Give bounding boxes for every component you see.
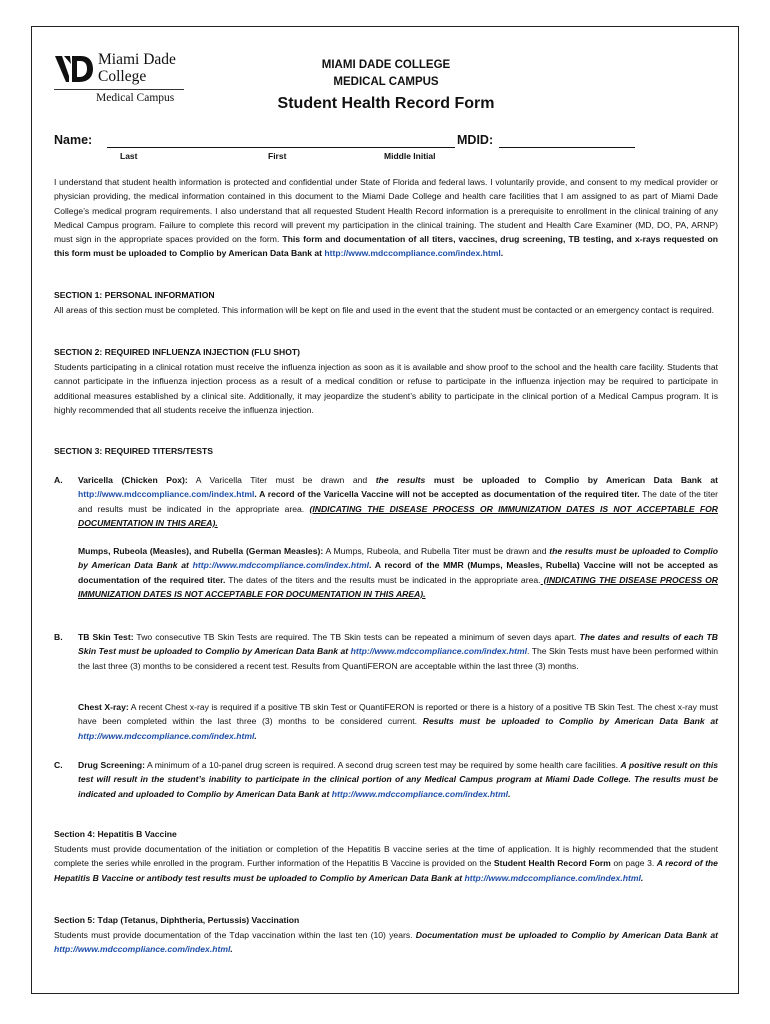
mmr-text-3: . A record of the MMR (Mumps, Measles, Rubella) Vaccine will not be accepted as documentation of the required titer.: [78, 560, 719, 585]
varicella-text-2: the results: [375, 475, 426, 485]
section1-text: All areas of this section must be completed. This information will be kept on file and used in the event that the student must be contacted or an emergency contact is required.: [54, 305, 715, 315]
chest-xray-link[interactable]: http://www.mdccompliance.com/index.html: [78, 730, 255, 741]
intro-text: I understand that student health information is protected and confidential under State of Florida and federal laws. I voluntarily provide, and consent to my medical provider or physician providing, the medical information contained in this document to the Miami Dade College and health care facilities that I am assigned to as part of Miami Dade College’s medical program requirements. I also understand that all requested Student Health Record information is a prerequisite to enrollment in the clinical training of any Medical Campus program. Failure to complete this record will prevent my participation in the clinical training. The student and Health Care Examiner (MD, DO, PA, ARNP) must sign in the appropriate spaces provided on the form.: [54, 177, 718, 245]
tb-skin-heading: TB Skin Test:: [78, 632, 134, 642]
logo-divider: [54, 89, 184, 90]
section3-title: SECTION 3: REQUIRED TITERS/TESTS: [54, 446, 214, 456]
mdid-field[interactable]: [499, 147, 635, 148]
tb-skin-link[interactable]: http://www.mdccompliance.com/index.html: [350, 646, 527, 657]
campus-heading: MEDICAL CAMPUS: [333, 76, 439, 88]
mmr-text-1: A Mumps, Rubeola, and Rubella Titer must be drawn and: [323, 546, 550, 556]
tb-skin-text-1: Two consecutive TB Skin Tests are required. The TB Skin tests can be repeated a minimum of seven days apart.: [133, 632, 580, 642]
section5-text-2: Documentation must be uploaded to Complio by American Data Bank at: [415, 930, 718, 940]
section4-text-1: Students must provide documentation of the initiation or completion of the Hepatitis B vaccine series at the time of application. It is highly recommended that the student complete the series while enrolled in the program. Further information of the Hepatitis B Vaccine is provided on the: [54, 844, 718, 869]
drug-screening-text-3: .: [508, 788, 511, 799]
section4-text-4: A record of the Hepatitis B Vaccine or antibody test results must be uploaded to Complio by American Data Bank at: [54, 858, 718, 883]
intro-upload-text: This form and documentation of all titers, vaccines, drug screening, TB testing, and x-rays requested on this form must be uploaded to Complio by American Data Bank at: [54, 234, 718, 259]
section4-title: Section 4: Hepatitis B Vaccine: [54, 829, 177, 839]
section2-title: SECTION 2: REQUIRED INFLUENZA INJECTION (FLU SHOT): [54, 347, 301, 357]
drug-screening-heading: Drug Screening:: [78, 760, 145, 770]
mmr-note: (INDICATING THE DISEASE PROCESS OR IMMUNIZATION DATES IS NOT ACCEPTABLE FOR DOCUMENTATION IN THIS AREA).: [78, 574, 719, 599]
chest-xray-text-2: Results must be uploaded to Complio by American Data Bank at: [422, 716, 718, 727]
middle-initial-caption: Middle Initial: [384, 151, 436, 161]
tb-skin-item: [78, 630, 718, 673]
varicella-item: [78, 473, 718, 530]
section5-text-1: Students must provide documentation of the Tdap vaccination within the last ten (10) years.: [54, 930, 416, 940]
chest-xray-item: [78, 700, 718, 743]
item-b-marker: B.: [54, 632, 63, 642]
section4-text: [54, 842, 718, 885]
section5-text: [54, 928, 718, 957]
section4-text-3: on page 3.: [610, 858, 657, 869]
varicella-link[interactable]: http://www.mdccompliance.com/index.html: [78, 489, 255, 500]
mmr-text-2: the results must be uploaded to Complio by American Data Bank at: [78, 546, 718, 571]
section4-text-5: .: [640, 872, 644, 883]
drug-screening-item: [78, 758, 718, 801]
tb-skin-text-3: . The Skin Tests must have been performed within the last three (3) months to be considered a recent test. Results from QuantiFERON are acceptable within the last three (3) months.: [78, 646, 718, 671]
mmr-text-4: The dates of the titers and the results must be indicated in the appropriate area.: [225, 574, 541, 585]
chest-xray-text-1: A recent Chest x-ray is required if a positive TB skin Test or QuantiFERON is reported or there is a history of a positive TB Skin Test. The chest x-ray must have been completed within the last three (3) months to be considered current.: [78, 702, 718, 727]
mmr-heading: Mumps, Rubeola (Measles), and Rubella (German Measles):: [78, 546, 324, 556]
varicella-text-1: A Varicella Titer must be drawn and: [187, 475, 376, 485]
section1-title: SECTION 1: PERSONAL INFORMATION: [54, 290, 215, 300]
mmr-item: [78, 544, 718, 601]
drug-screening-text-2: A positive result on this test will result in the student’s inability to participate in the clinical portion of any Medical Campus program at Miami Dade College. The results must be indicated and uploaded to Complio by American Data Bank at: [78, 760, 718, 799]
section2-text: Students participating in a clinical rotation must receive the influenza injection as soon as it is available and show proof to the school and the health care facility. Students that cannot participate in the influenza injection process as a result of a medical condition or refuse to participate in the influenza injection may be required to participate in additional measures established by a clinical site. Additionally, it may jeopardize the student’s ability to participate in the clinical portion of a Medical Campus program. It is highly recommended that all students receive the influenza injection.: [54, 362, 718, 415]
section5-text-3: .: [230, 944, 233, 955]
item-a-marker: A.: [54, 475, 63, 485]
varicella-text-3: must be uploaded to Complio by American Data Bank at: [425, 475, 718, 485]
drug-screening-link[interactable]: http://www.mdccompliance.com/index.html: [331, 788, 509, 799]
intro-period: .: [500, 248, 504, 259]
varicella-text-4: . A record of the Varicella Vaccine will not be accepted as documentation of the required titer.: [254, 489, 640, 500]
tb-skin-text-2: The dates and results of each TB Skin Test must be uploaded to Complio by American Data Bank at: [78, 632, 718, 657]
item-c-marker: C.: [54, 760, 63, 770]
logo-name-line2: College: [98, 68, 147, 85]
mdid-label: MDID:: [457, 133, 494, 147]
varicella-text-5: The date of the titer and results must be indicated in the appropriate area.: [78, 489, 718, 514]
name-label: Name:: [54, 133, 93, 147]
form-page: [31, 26, 739, 994]
intro-link[interactable]: http://www.mdccompliance.com/index.html: [324, 248, 501, 259]
drug-screening-text-1: A minimum of a 10-panel drug screen is required. A second drug screen test may be required by some health care facilities.: [144, 760, 621, 770]
section4-link[interactable]: http://www.mdccompliance.com/index.html: [464, 872, 641, 883]
varicella-note: (INDICATING THE DISEASE PROCESS OR IMMUNIZATION DATES IS NOT ACCEPTABLE FOR DOCUMENTATION IN THIS AREA).: [78, 503, 719, 528]
section4-form-name: Student Health Record Form: [493, 858, 611, 869]
chest-xray-text-3: .: [254, 730, 257, 741]
section5-link[interactable]: http://www.mdccompliance.com/index.html: [54, 944, 231, 955]
mmr-link[interactable]: http://www.mdccompliance.com/index.html: [192, 560, 369, 571]
logo-name-line1: Miami Dade: [98, 51, 176, 68]
form-title: Student Health Record Form: [277, 95, 495, 112]
varicella-heading: Varicella (Chicken Pox):: [78, 475, 188, 485]
logo-campus: Medical Campus: [96, 92, 175, 104]
first-name-caption: First: [268, 151, 287, 161]
intro-paragraph: [54, 175, 718, 261]
name-field[interactable]: [107, 147, 455, 148]
chest-xray-heading: Chest X-ray:: [78, 702, 129, 712]
last-name-caption: Last: [120, 151, 138, 161]
college-heading: MIAMI DADE COLLEGE: [321, 59, 451, 71]
section5-title: Section 5: Tdap (Tetanus, Diphtheria, Pertussis) Vaccination: [54, 915, 300, 925]
